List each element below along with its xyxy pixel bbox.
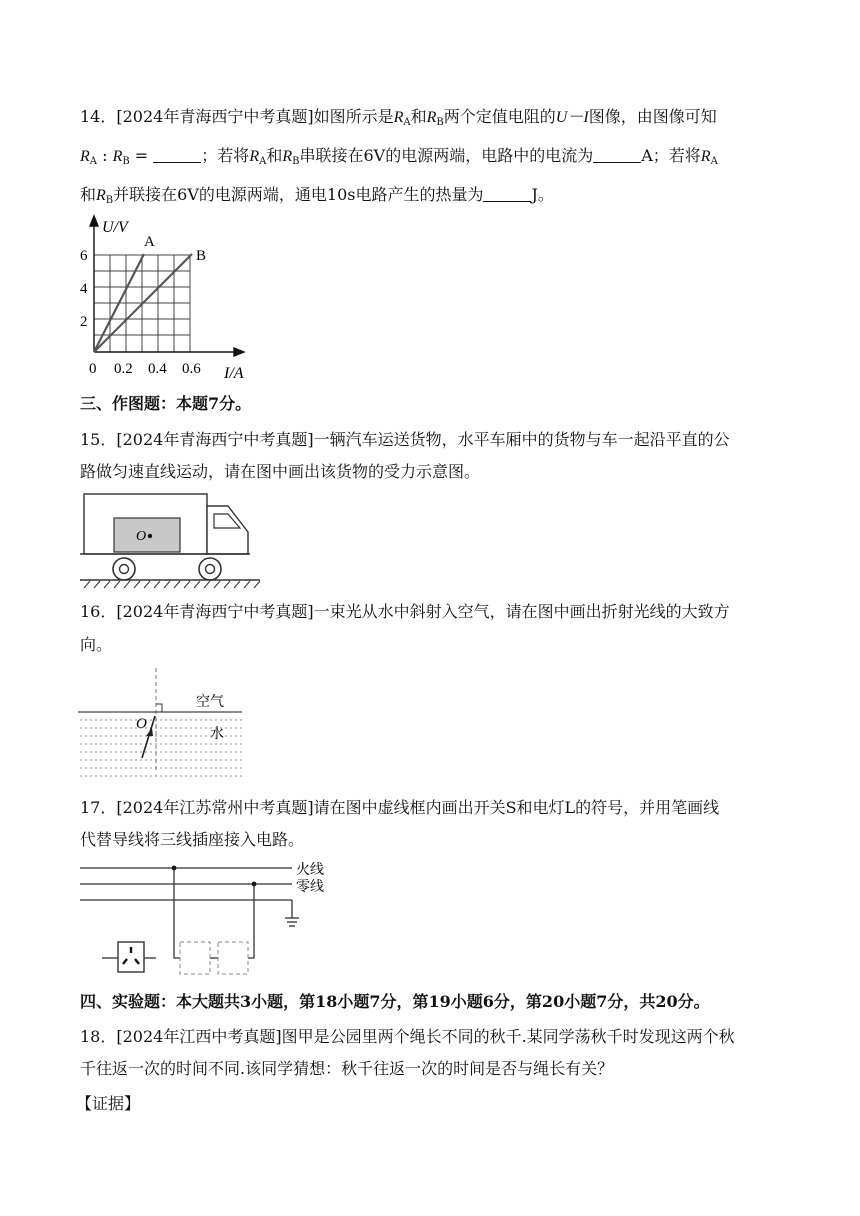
live-wire-label: 火线 [296,862,324,878]
q16-line-1: 16．[2024年青海西宁中考真题]一束光从水中斜射入空气，请在图中画出折射光线的大致方 [80,602,730,621]
x-tick-0-2: 0.2 [114,361,133,377]
sub-a: A [89,156,98,167]
cargo-center-dot [148,534,152,538]
neutral-branch-wire [248,884,254,958]
three-pin-socket[interactable] [102,942,156,972]
answer-blank-current[interactable] [593,146,641,163]
q14-text: 图像，由图像可知 [588,107,717,126]
ground-symbol [285,900,299,926]
q18-line-2: 千往返一次的时间不同.该同学猜想：秋千往返一次的时间是否与绳长有关？ [80,1059,614,1078]
cargo-block [114,518,180,552]
truck-cab [207,506,248,554]
y-tick-2: 2 [80,314,88,330]
cargo-center-label: O [136,529,147,544]
sub-b: B [436,117,444,128]
section-3-title: 三、作图题：本题7分。 [80,394,252,413]
q14-number: 14． [80,107,117,126]
sub-a: A [710,156,718,167]
q14-source: [2024年青海西宁中考真题] [116,107,314,126]
q14-text: J。 [531,185,554,204]
q18-evidence-label: 【证据】 [76,1094,141,1113]
truck-figure [78,488,268,592]
q17-line-1: 17．[2024年江苏常州中考真题]请在图中虚线框内画出开关S和电灯L的符号，并用笔画线 [80,798,720,817]
sub-a: A [403,117,411,128]
lamp-box[interactable] [218,942,248,974]
water-label: 水 [210,726,224,742]
y-axis-label: U/V [102,219,128,236]
x-axis-label: I/A [224,365,244,382]
neutral-wire-label: 零线 [296,879,324,895]
r-symbol: R [249,148,260,165]
air-label: 空气 [196,694,224,710]
answer-blank-heat[interactable] [483,185,531,202]
q16-line-2: 向。 [80,635,113,654]
origin-label: 0 [89,361,97,377]
right-angle-mark [156,704,162,712]
q17-line-2: 代替导线将三线插座接入电路。 [80,830,305,849]
q14-text: ；若将 [201,146,250,165]
q18-line-1: 18．[2024年江西中考真题]图甲是公园里两个绳长不同的秋千.某同学荡秋千时发现这两个秋 [80,1027,735,1046]
r-symbol: R [112,148,123,165]
q14-text: A；若将 [641,146,701,165]
q15-line-1: 15．[2024年青海西宁中考真题]一辆汽车运送货物，水平车厢中的货物与车一起沿平直的公 [80,430,730,449]
u-i-symbol: U－I [555,109,589,126]
front-wheel-hub [206,565,215,574]
y-tick-6: 6 [80,248,88,264]
r-symbol: R [393,109,404,126]
q14-text: 和 [410,107,427,126]
x-tick-0-6: 0.6 [182,361,201,377]
rear-wheel-hub [120,565,129,574]
r-symbol: R [96,187,106,204]
q14-text: 如图所示是 [313,107,394,126]
road-hatching [84,581,260,588]
q14-line-1 [80,106,717,134]
q14-line-3 [80,184,554,212]
q14-text: 和 [80,185,97,204]
q15-line-2: 路做匀速直线运动，请在图中画出该货物的受力示意图。 [80,462,481,481]
sub-b: B [105,195,114,206]
ratio-equals: = [129,146,154,165]
sub-b: B [122,156,130,167]
live-branch-wire [174,868,180,958]
answer-blank-ratio[interactable] [153,146,201,163]
q14-text: 两个定值电阻的 [443,107,556,126]
point-o-label: O [136,716,147,732]
q14-line-2 [80,145,718,173]
incident-ray-arrow [146,728,153,736]
r-symbol: R [282,148,293,165]
line-b-label: B [196,248,207,264]
ui-graph [78,212,258,382]
refraction-figure [78,668,244,784]
switch-box[interactable] [180,942,210,974]
q14-text: 并联接在6V的电源两端，通电10s电路产生的热量为 [113,185,484,204]
line-a-label: A [144,234,155,250]
ratio-colon: : [97,146,113,165]
sub-a: A [259,156,267,167]
q14-text: 串联接在6V的电源两端，电路中的电流为 [299,146,594,165]
r-symbol: R [426,109,437,126]
section-4-title: 四、实验题：本大题共3小题，第18小题7分，第19小题6分，第20小题7分，共20分。 [80,992,710,1011]
r-symbol: R [700,148,711,165]
q14-text: 和 [266,146,283,165]
y-tick-4: 4 [80,281,88,297]
circuit-figure [78,858,338,982]
x-tick-0-4: 0.4 [148,361,167,377]
r-symbol: R [80,148,90,165]
sub-b: B [292,156,300,167]
